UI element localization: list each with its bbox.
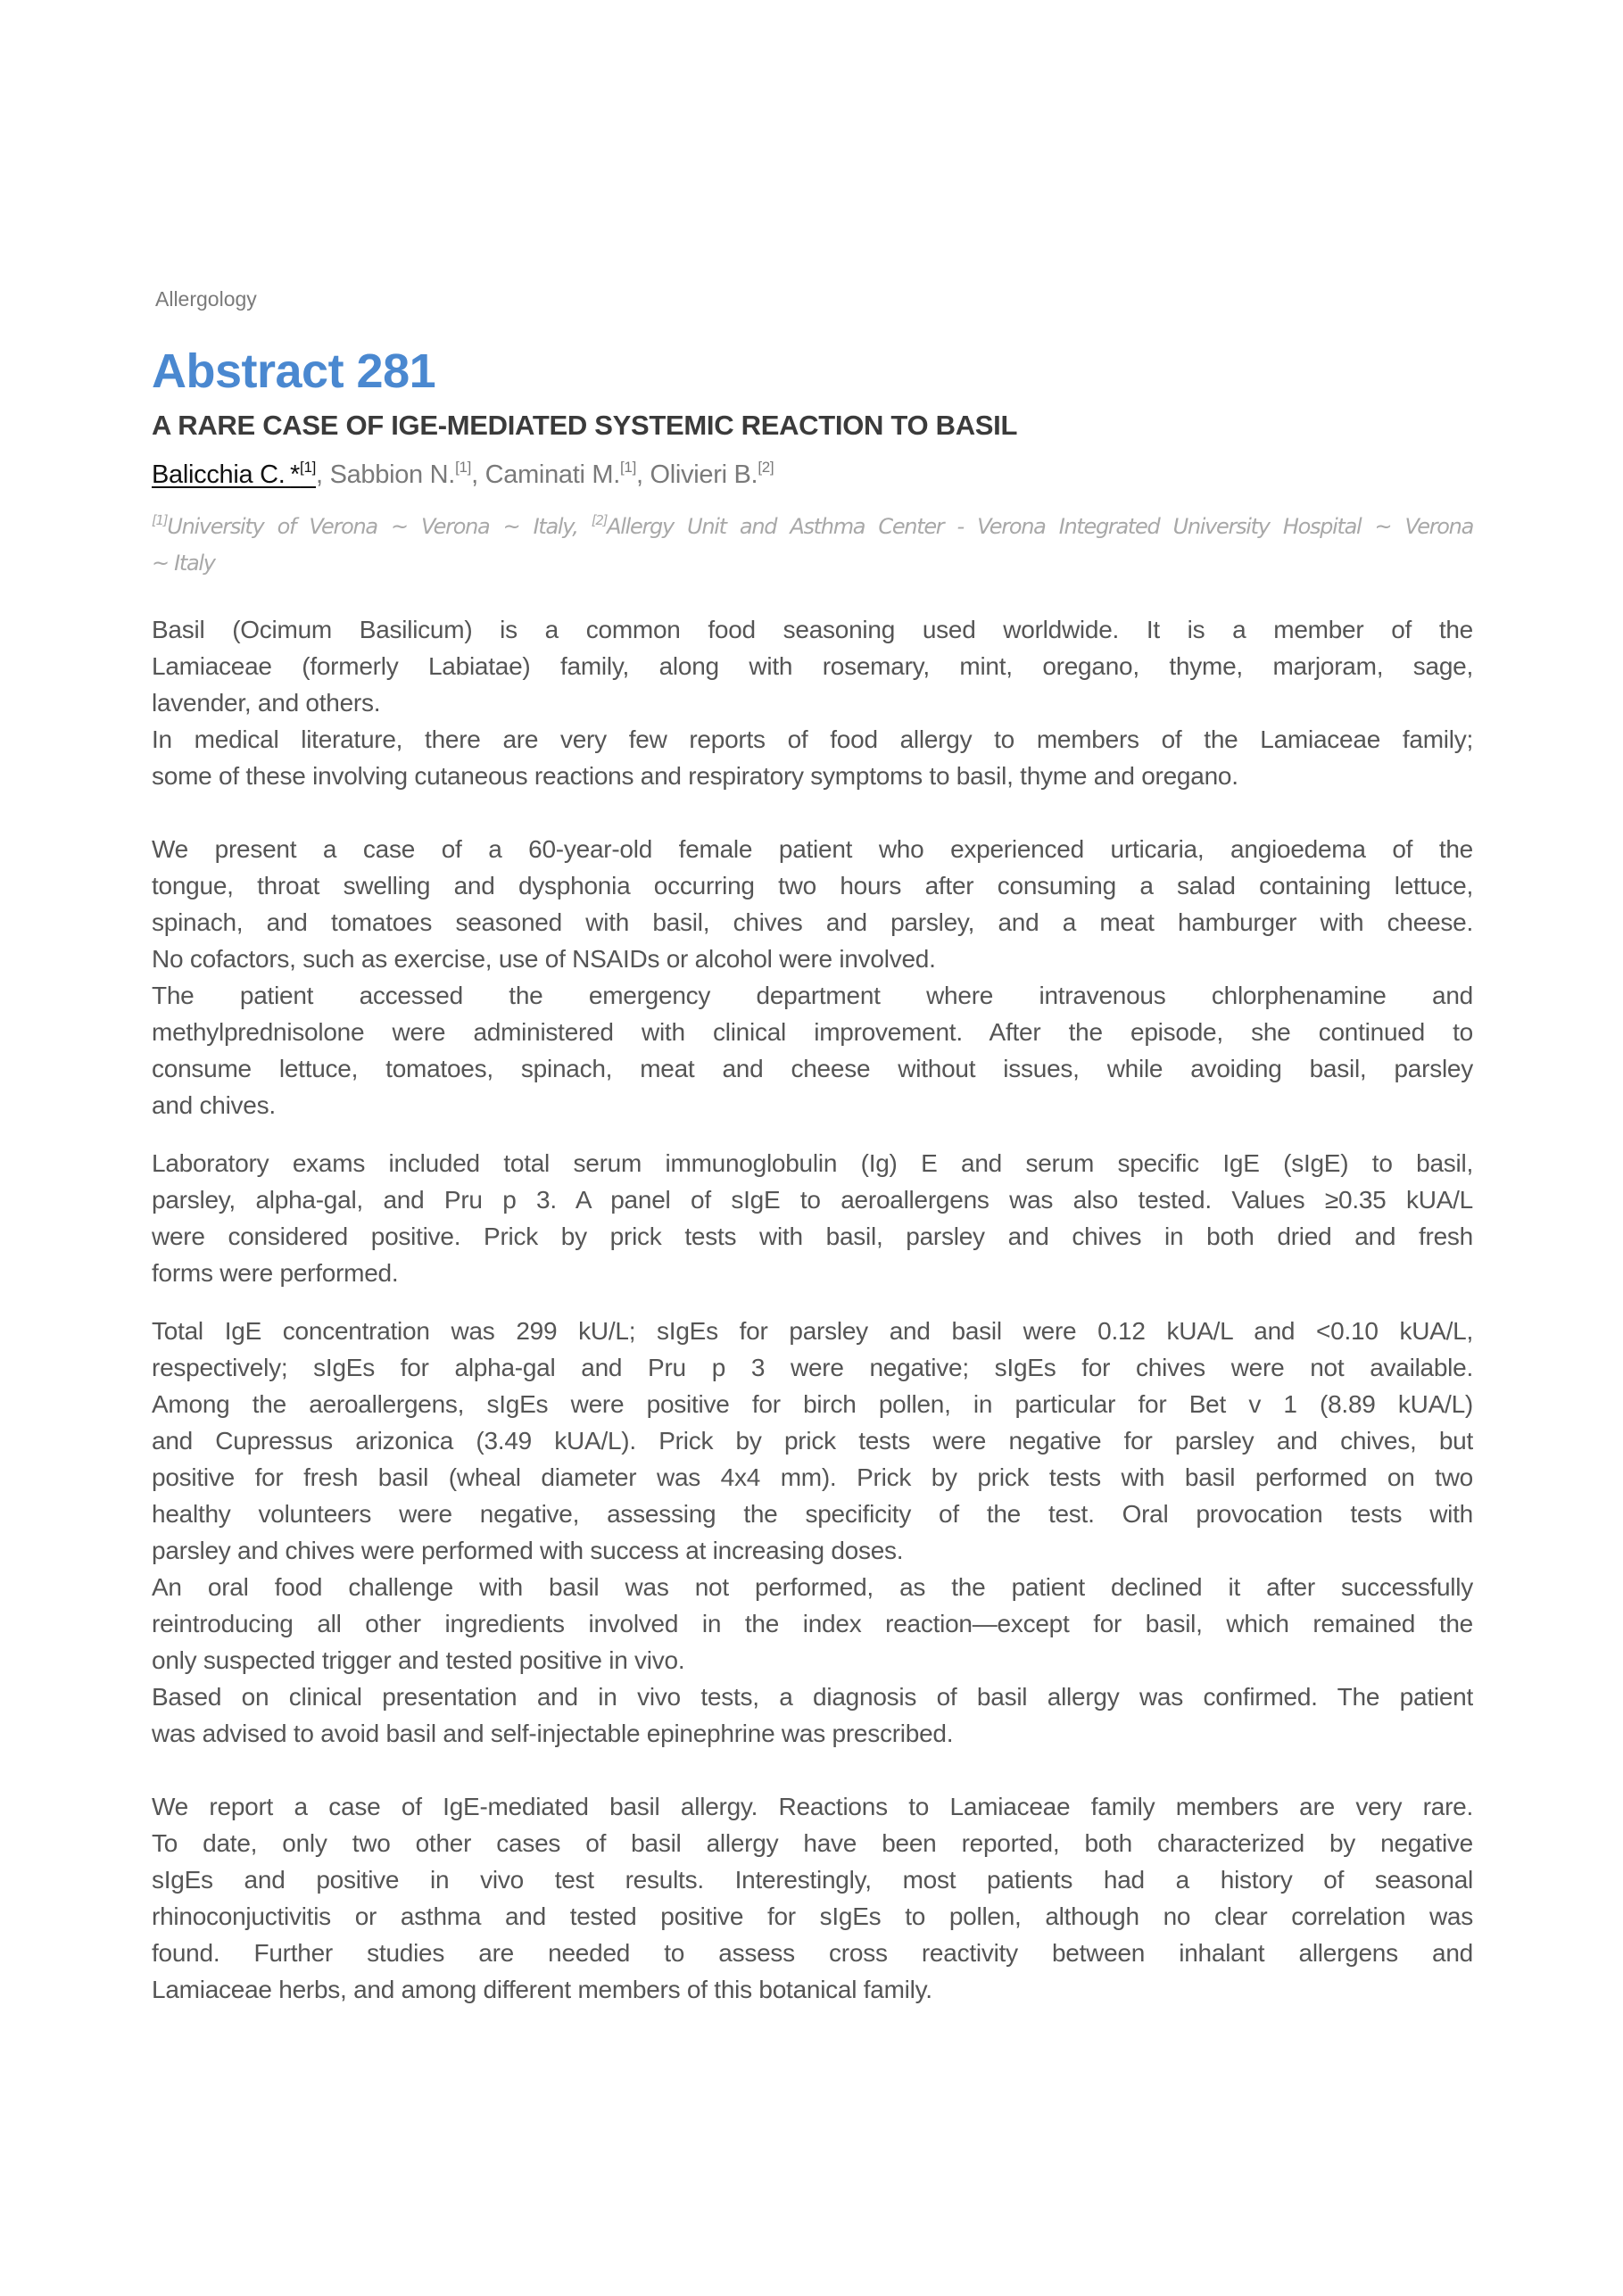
text-line: Lamiaceae (formerly Labiatae) family, along with rosemary, mint, oregano, thyme, marjoram, sage,	[152, 652, 1473, 680]
affiliation-ref: [2]	[758, 459, 774, 476]
presenting-author[interactable]	[152, 460, 316, 489]
text-line: Total IgE concentration was 299 kU/L; sIgEs for parsley and basil were 0.12 kUA/L and <0.10 kUA/L,	[152, 1317, 1473, 1345]
text-line: parsley and chives were performed with success at increasing doses.	[152, 1537, 904, 1564]
affiliation-ref: [1]	[455, 459, 472, 476]
paragraph-gap	[152, 1291, 1473, 1313]
text-line: and Cupressus arizonica (3.49 kUA/L). Prick by prick tests were negative for parsley and chives, but	[152, 1427, 1473, 1455]
text-line: methylprednisolone were administered with clinical improvement. After the episode, she continued to	[152, 1018, 1473, 1046]
text-line: some of these involving cutaneous reactions and respiratory symptoms to basil, thyme and oregano.	[152, 762, 1238, 790]
text-line: lavender, and others.	[152, 689, 381, 717]
paragraph-conclusion	[152, 1788, 1473, 2008]
author-name: Caminati M.	[484, 460, 620, 489]
affiliation-ref: [1]	[300, 459, 317, 476]
text-line: reintroducing all other ingredients involved in the index reaction—except for basil, which remained the	[152, 1610, 1473, 1637]
text-line: Based on clinical presentation and in vivo tests, a diagnosis of basil allergy was confirmed. The patient	[152, 1683, 1473, 1711]
text-line: Basil (Ocimum Basilicum) is a common food seasoning used worldwide. It is a member of the	[152, 616, 1473, 643]
text-line: Among the aeroallergens, sIgEs were positive for birch pollen, in particular for Bet v 1 (8.89 kUA/L)	[152, 1390, 1473, 1418]
paragraph-gap	[152, 794, 1473, 831]
text-line: Lamiaceae herbs, and among different members of this botanical family.	[152, 1976, 932, 2003]
text-line: tongue, throat swelling and dysphonia occurring two hours after consuming a salad containing lettuce,	[152, 872, 1473, 899]
paragraph-gap	[152, 1752, 1473, 1788]
paragraph-introduction	[152, 611, 1473, 794]
paragraph-case-presentation	[152, 831, 1473, 1123]
text-line: found. Further studies are needed to assess cross reactivity between inhalant allergens and	[152, 1939, 1473, 1967]
text-line: parsley, alpha-gal, and Pru p 3. A panel of sIgE to aeroallergens was also tested. Values ≥0.35 kUA/L	[152, 1186, 1473, 1214]
text-line: In medical literature, there are very few reports of food allergy to members of the Lamiaceae family;	[152, 725, 1473, 753]
text-line: Laboratory exams included total serum immunoglobulin (Ig) E and serum specific IgE (sIgE) to basil,	[152, 1149, 1473, 1177]
author-list: Balicchia C. *[1], Sabbion N.[1], Caminati M.[1], Olivieri B.[2]	[152, 459, 774, 489]
text-line: only suspected trigger and tested positive in vivo.	[152, 1646, 685, 1674]
paragraph-methods	[152, 1145, 1473, 1291]
author-name: Olivieri B.	[650, 460, 758, 489]
text-line: The patient accessed the emergency department where intravenous chlorphenamine and	[152, 982, 1473, 1009]
paragraph-results	[152, 1313, 1473, 1752]
text-line: respectively; sIgEs for alpha-gal and Pru p 3 were negative; sIgEs for chives were not available.	[152, 1354, 1473, 1381]
affiliation-1: University of Verona ~ Verona ~ Italy,	[167, 514, 592, 539]
text-line: and chives.	[152, 1091, 276, 1119]
text-line: was advised to avoid basil and self-injectable epinephrine was prescribed.	[152, 1720, 954, 1747]
affiliation-2: Allergy Unit and Asthma Center - Verona Integrated University Hospital ~ Verona	[607, 514, 1473, 539]
category-label: Allergology	[155, 287, 257, 311]
author-name: Balicchia C.	[152, 460, 286, 489]
text-line: No cofactors, such as exercise, use of NSAIDs or alcohol were involved.	[152, 945, 936, 973]
text-line: were considered positive. Prick by prick tests with basil, parsley and chives in both dried and fresh	[152, 1223, 1473, 1250]
affiliations-line	[152, 509, 1473, 545]
text-line: positive for fresh basil (wheal diameter was 4x4 mm). Prick by prick tests with basil performed on two	[152, 1463, 1473, 1491]
text-line: sIgEs and positive in vivo test results. Interestingly, most patients had a history of seasonal	[152, 1866, 1473, 1894]
presenter-mark: *	[290, 460, 301, 489]
abstract-body	[152, 611, 1473, 2008]
abstract-number-heading: Abstract 281	[152, 344, 436, 398]
affiliation-ref: [1]	[620, 459, 637, 476]
affiliation-ref: [1]	[152, 512, 168, 528]
text-line: forms were performed.	[152, 1259, 399, 1287]
text-line: We report a case of IgE-mediated basil allergy. Reactions to Lamiaceae family members are very rare.	[152, 1793, 1473, 1820]
affiliation-ref: [2]	[591, 512, 608, 528]
affiliations-line: ~ Italy	[152, 551, 215, 576]
text-line: An oral food challenge with basil was not performed, as the patient declined it after successfully	[152, 1573, 1473, 1601]
text-line: We present a case of a 60-year-old female patient who experienced urticaria, angioedema of the	[152, 835, 1473, 863]
text-line: rhinoconjuctivitis or asthma and tested positive for sIgEs to pollen, although no clear correlation was	[152, 1902, 1473, 1930]
text-line: consume lettuce, tomatoes, spinach, meat and cheese without issues, while avoiding basil, parsley	[152, 1055, 1473, 1082]
author-name: Sabbion N.	[329, 460, 456, 489]
affiliations	[152, 509, 1473, 582]
text-line: spinach, and tomatoes seasoned with basil, chives and parsley, and a meat hamburger with cheese.	[152, 908, 1473, 936]
paper-title: A RARE CASE OF IGE-MEDIATED SYSTEMIC REACTION TO BASIL	[152, 410, 1018, 441]
text-line: To date, only two other cases of basil allergy have been reported, both characterized by negative	[152, 1829, 1473, 1857]
text-line: healthy volunteers were negative, assessing the specificity of the test. Oral provocation tests with	[152, 1500, 1473, 1528]
paragraph-gap	[152, 1123, 1473, 1145]
